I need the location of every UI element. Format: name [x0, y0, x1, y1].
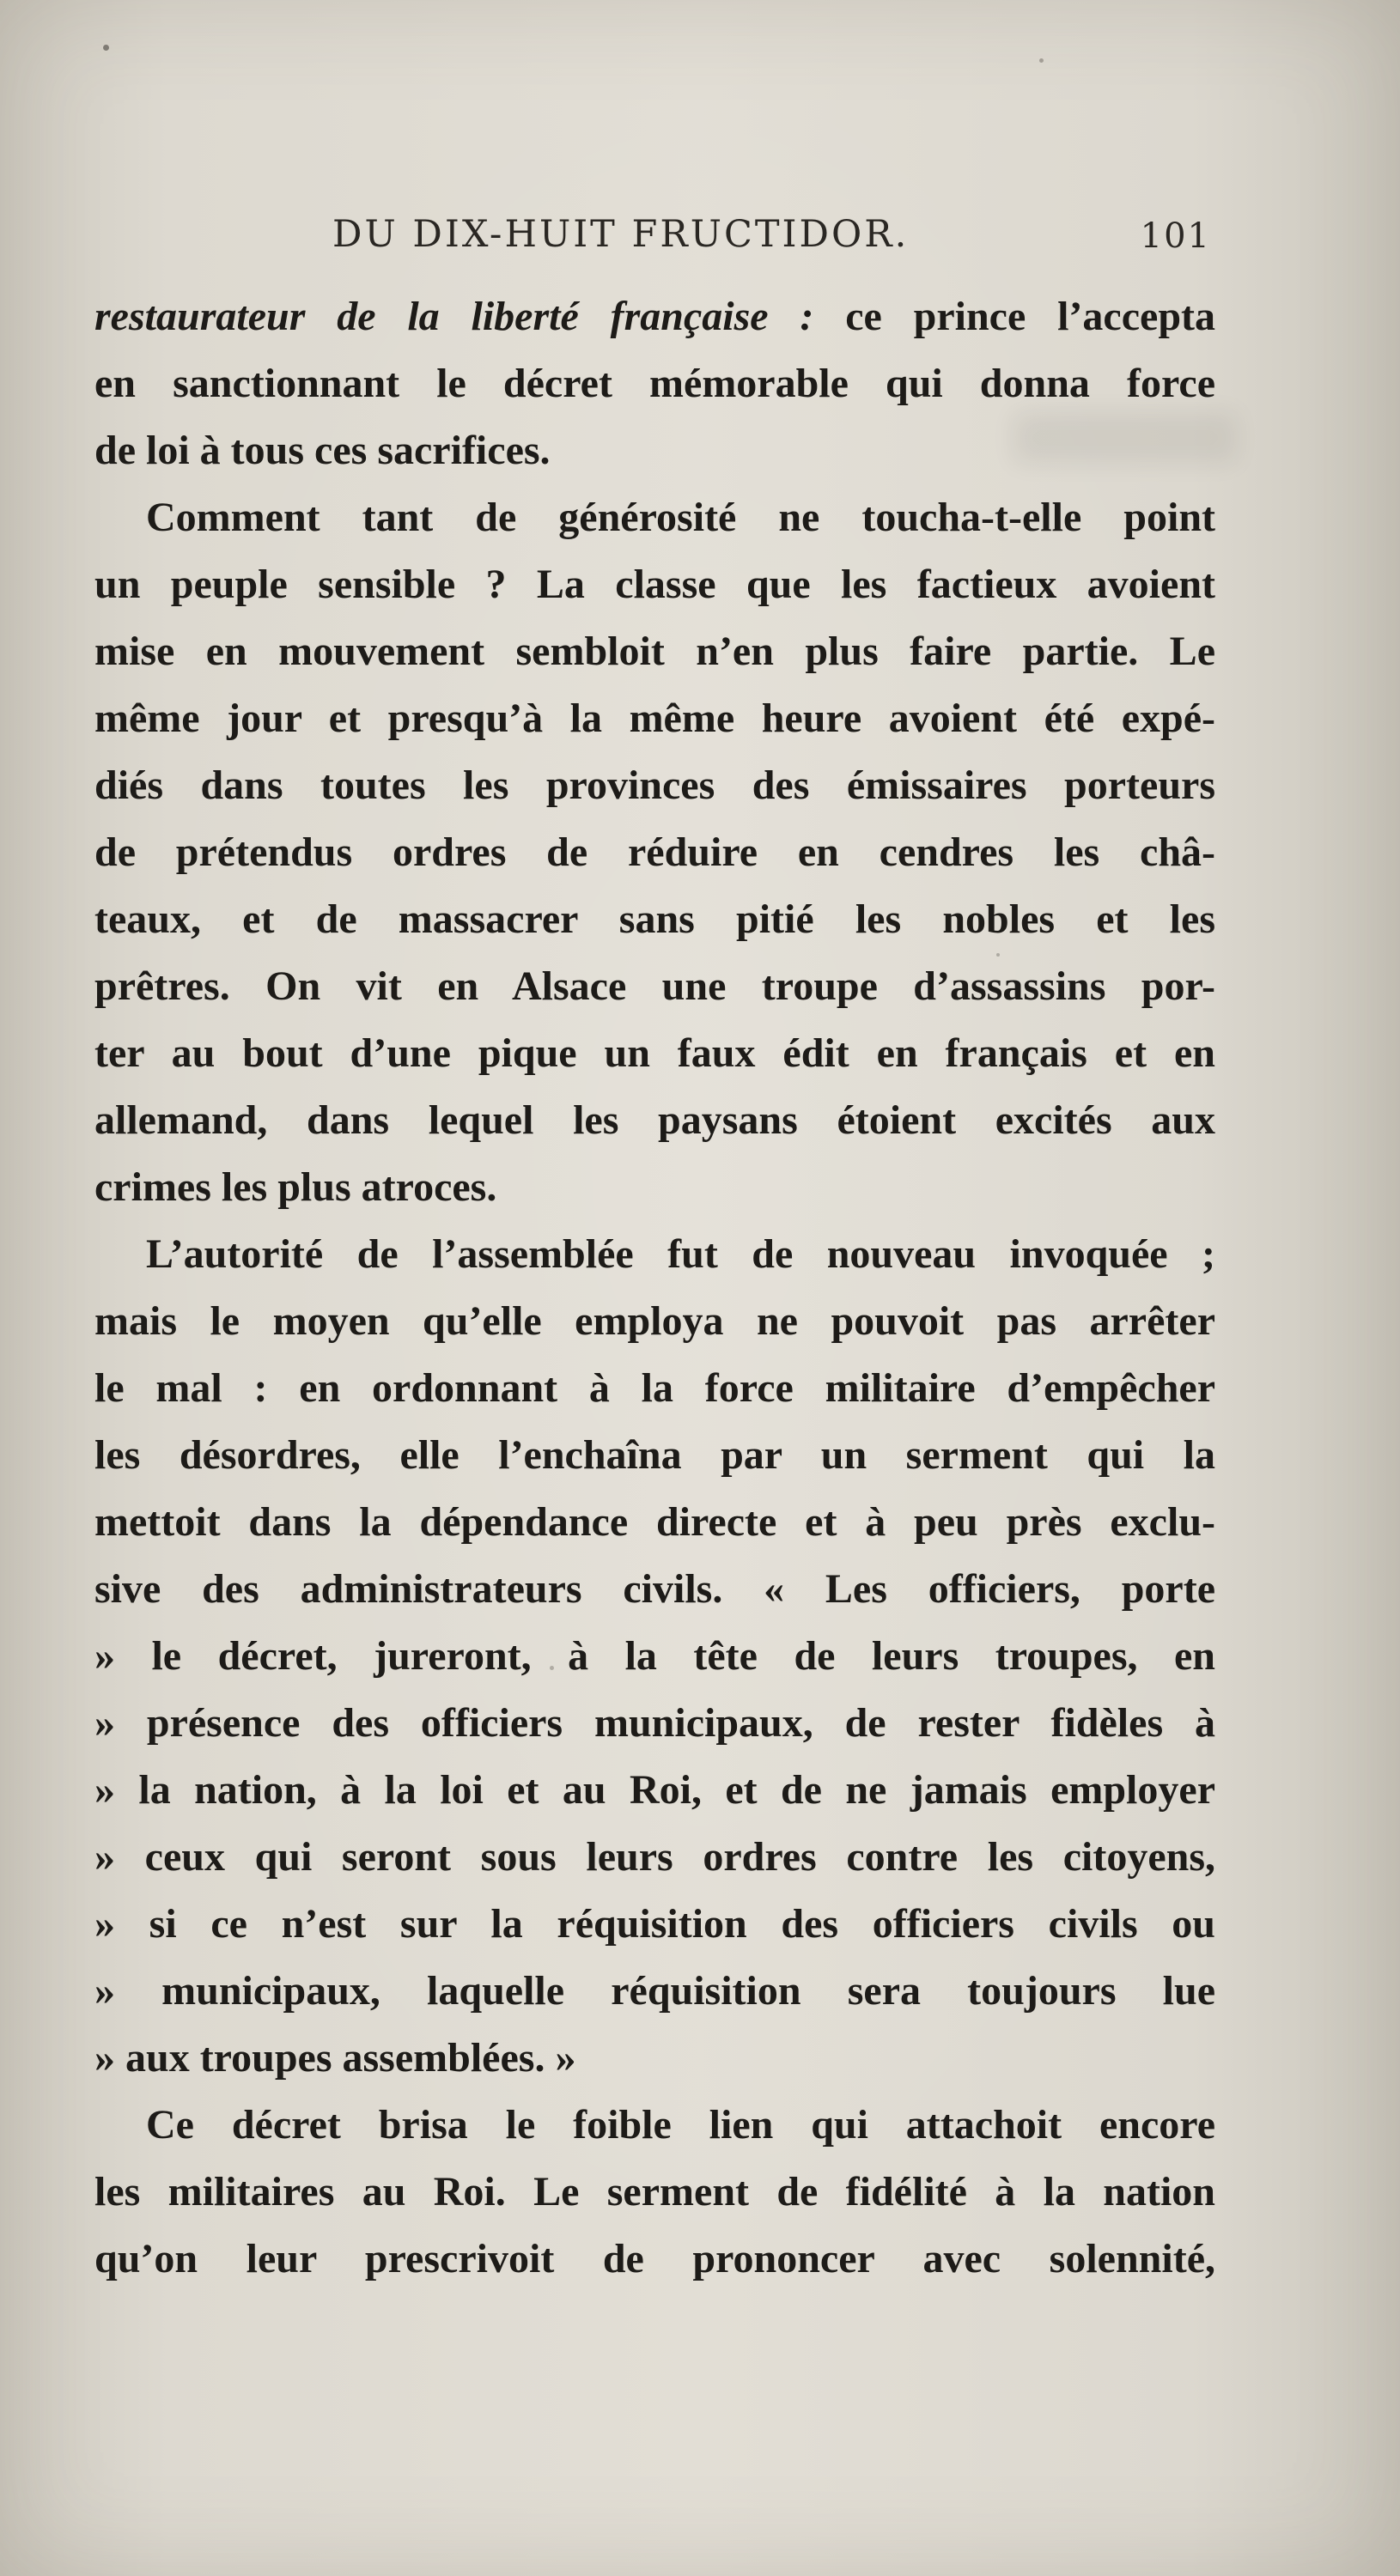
text-line: mettoit dans la dépendance directe et à peu près exclu-: [94, 1499, 1215, 1545]
text-line: allemand, dans lequel les paysans étoient excités aux: [94, 1097, 1215, 1143]
body-text: [94, 283, 1215, 2293]
text-line: L’autorité de l’assemblée fut de nouveau invoquée ;: [146, 1231, 1215, 1277]
text-line: mise en mouvement sembloit n’en plus faire partie. Le: [94, 629, 1215, 674]
text-line: mais le moyen qu’elle employa ne pouvoit pas arrêter: [94, 1298, 1215, 1344]
text-line: qu’on leur prescrivoit de prononcer avec solennité,: [94, 2236, 1215, 2281]
text-line: sive des administrateurs civils. « Les officiers, porte: [94, 1566, 1215, 1612]
text-line: » si ce n’est sur la réquisition des officiers civils ou: [94, 1901, 1215, 1947]
running-head: [99, 213, 1211, 273]
text-line: » municipaux, laquelle réquisition sera toujours lue: [94, 1968, 1215, 2014]
text-line: [94, 283, 1215, 350]
paper-speck: [1039, 58, 1044, 63]
running-title: DU DIX-HUIT FRUCTIDOR.: [332, 213, 910, 256]
text-line: en sanctionnant le décret mémorable qui donna force: [94, 361, 1215, 406]
text-line: ter au bout d’une pique un faux édit en français et en: [94, 1030, 1215, 1076]
text-line: le mal : en ordonnant à la force militaire d’empêcher: [94, 1365, 1215, 1411]
paper-speck: [103, 45, 109, 51]
text-line: » le décret, jureront, à la tête de leurs troupes, en: [94, 1633, 1215, 1679]
text-line: Comment tant de générosité ne toucha-t-elle point: [146, 495, 1215, 540]
text-line: de loi à tous ces sacrifices.: [94, 428, 551, 473]
text-line-italic: restaurateur de la liberté française :: [94, 294, 814, 339]
text-line: les désordres, elle l’enchaîna par un serment qui la: [94, 1432, 1215, 1478]
page-number: 101: [1140, 216, 1211, 256]
text-line: prêtres. On vit en Alsace une troupe d’assassins por-: [94, 963, 1215, 1009]
text-line: » aux troupes assemblées. »: [94, 2035, 576, 2081]
text-line: » la nation, à la loi et au Roi, et de ne jamais employer: [94, 1767, 1215, 1813]
text-line: diés dans toutes les provinces des émissaires porteurs: [94, 762, 1215, 808]
text-line-rest: ce prince l’accepta: [813, 294, 1215, 339]
text-line: » présence des officiers municipaux, de rester fidèles à: [94, 1700, 1215, 1746]
text-line: teaux, et de massacrer sans pitié les nobles et les: [94, 896, 1215, 942]
text-line: de prétendus ordres de réduire en cendres les châ-: [94, 829, 1215, 875]
text-line: les militaires au Roi. Le serment de fidélité à la nation: [94, 2169, 1215, 2215]
text-line: » ceux qui seront sous leurs ordres contre les citoyens,: [94, 1834, 1215, 1880]
text-line: crimes les plus atroces.: [94, 1164, 497, 1210]
text-line: Ce décret brisa le foible lien qui attachoit encore: [146, 2102, 1215, 2148]
text-line: un peuple sensible ? La classe que les factieux avoient: [94, 562, 1215, 607]
text-line: même jour et presqu’à la même heure avoient été expé-: [94, 696, 1215, 741]
